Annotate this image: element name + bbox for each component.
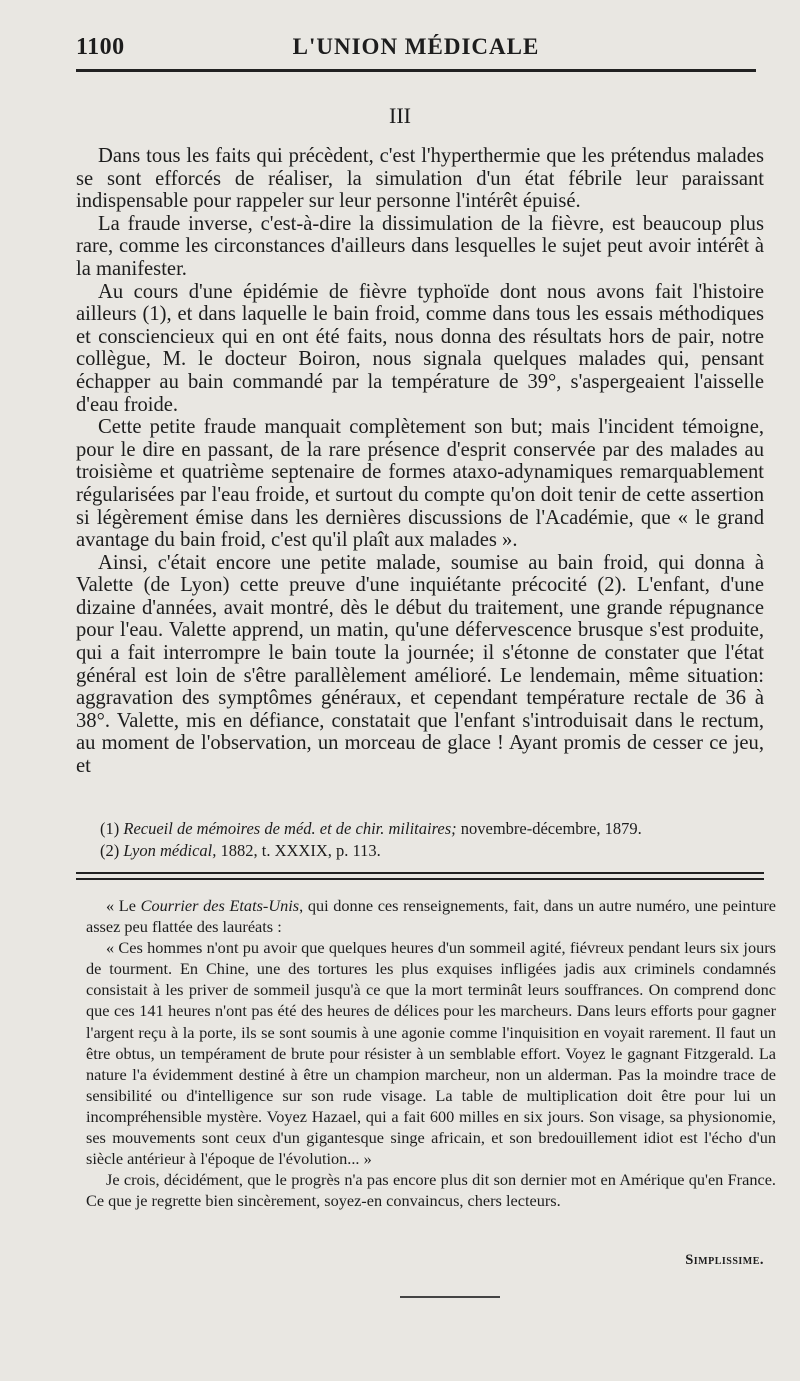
footnote-detail: novembre-décembre, 1879. xyxy=(456,819,642,838)
paragraph: Dans tous les faits qui précèdent, c'est l'hyperthermie que les prétendus malades se sont efforcés de réaliser, la simulation d'un état fébrile leur paraissant indispensable pour rappeler sur leur personne l'intérêt épuisé. xyxy=(76,145,764,213)
paragraph: Cette petite fraude manquait complètement son but; mais l'incident témoigne, pour le dire en passant, de la rare présence d'esprit conservée par des malades au troisième et quatrième septenaire de formes ataxo-adynamiques remarquablement régularisées par l'eau froide, et surtout du compte qu'on doit tenir de cette assertion si légèrement émise dans les dernières discussions de l'Académie, que « le grand avantage du bain froid, c'est qu'il plaît aux malades ». xyxy=(76,416,764,552)
page-header xyxy=(76,34,756,64)
feuilleton-closing: Je crois, décidément, que le progrès n'a pas encore plus dit son dernier mot en Amérique qu'en France. Ce que je regrette bien sincèrement, soyez-en convaincus, chers lecteurs. xyxy=(86,1170,776,1211)
footnote xyxy=(100,818,764,840)
footnote-source: Lyon médical, xyxy=(123,841,217,860)
article-body xyxy=(76,145,764,778)
end-rule xyxy=(400,1296,500,1298)
feuilleton-rule-top xyxy=(76,872,764,874)
feuilleton-rule-bottom xyxy=(76,878,764,880)
footnote-marker: (1) xyxy=(100,819,120,838)
author-signature: Simplissime. xyxy=(685,1252,764,1268)
footnote-detail: 1882, t. XXXIX, p. 113. xyxy=(216,841,381,860)
newspaper-title: Courrier des Etats-Unis xyxy=(140,896,300,915)
journal-title: L'UNION MÉDICALE xyxy=(292,34,540,59)
section-numeral: III xyxy=(389,103,411,128)
page-number: 1100 xyxy=(76,34,125,60)
footnote-marker: (2) xyxy=(100,841,120,860)
footnotes xyxy=(100,818,764,862)
paragraph: La fraude inverse, c'est-à-dire la dissimulation de la fièvre, est beaucoup plus rare, comme les circonstances d'ailleurs dans lesquelles le sujet peut avoir intérêt à la manifester. xyxy=(76,212,764,280)
paragraph: Au cours d'une épidémie de fièvre typhoïde dont nous avons fait l'histoire ailleurs (1), et dans laquelle le bain froid, comme dans tous les essais méthodiques et consciencieux qui en ont été faits, nous donna des résultats hors de pair, notre collègue, M. le docteur Boiron, nous signala quelques malades qui, pensant échapper au bain commandé par la température de 39°, s'aspergeaient l'aisselle d'eau froide. xyxy=(76,280,764,416)
footnote-source: Recueil de mémoires de méd. et de chir. militaires; xyxy=(123,819,457,838)
feuilleton-quote: « Ces hommes n'ont pu avoir que quelques heures d'un sommeil agité, fiévreux pendant leurs six jours de tourment. En Chine, une des tortures les plus exquises infligées jadis aux criminels condamnés consistait à les priver de sommeil jusqu'à ce que la mort terminât leurs souffrances. On comprend donc que ces 141 heures n'ont pas été des heures de délices pour les marcheurs. Dans leurs efforts pour gagner l'argent reçu à la porte, ils se sont soumis à une agonie comme l'inquisition en voyait rarement. Il faut un être obtus, un tempérament de brute pour résister à un semblable effort. Voyez le gagnant Fitzgerald. La nature l'a évidemment destiné à être un champion marcheur, non un alderman. Pas la moindre trace de sensibilité ou d'intelligence sur son rude visage. La table de multiplication doit être pour lui un incompréhensible mystère. Voyez Hazael, qui a fait 600 milles en six jours. Son visage, sa physionomie, ses mouvements sont ceux d'un gigantesque singe africain, et son bredouillement idiot est l'écho d'un siècle antérieur à l'époque de l'évolution... » xyxy=(86,938,776,1169)
footnote xyxy=(100,840,764,862)
header-rule xyxy=(76,69,756,72)
feuilleton xyxy=(86,895,776,1211)
paragraph: Ainsi, c'était encore une petite malade, soumise au bain froid, qui donna à Valette (de Lyon) cette preuve d'une inquiétante précocité (2). L'enfant, d'une dizaine d'années, avait montré, dès le début du traitement, une grande répugnance pour l'eau. Valette apprend, un matin, qu'une défervescence brusque s'est produite, qui a fait interrompre le bain toute la journée; il s'étonne de constater que l'état général est loin de s'être parallèlement amélioré. Le lendemain, même situation: aggravation des symptômes généraux, et cependant température rectale de 36 à 38°. Valette, mis en défiance, constatait que l'enfant s'introduisait dans le rectum, au moment de l'observation, un morceau de glace ! Ayant promis de cesser ce jeu, et xyxy=(76,551,764,778)
feuilleton-intro: « Le Courrier des Etats-Unis, qui donne ces renseignements, fait, dans un autre numéro, une peinture assez peu flattée des lauréats : xyxy=(86,896,777,937)
